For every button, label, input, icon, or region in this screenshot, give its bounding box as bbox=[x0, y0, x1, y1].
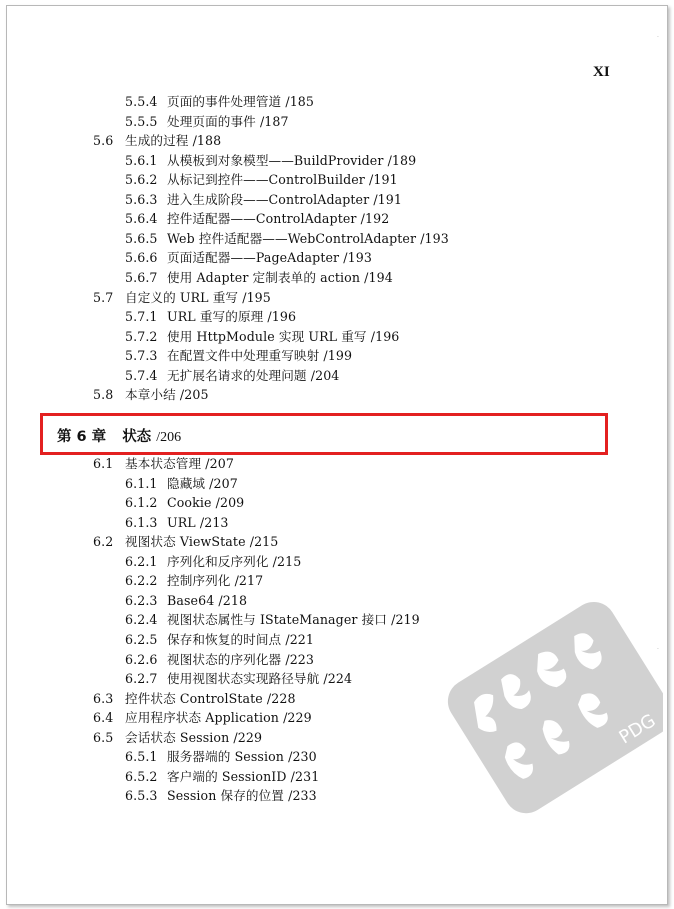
toc-entry-number: 5.6.6 bbox=[125, 250, 158, 266]
toc-entry-number: 5.5.4 bbox=[125, 94, 158, 109]
toc-entry-number: 6.1 bbox=[93, 456, 114, 471]
toc-entry-number: 5.7.3 bbox=[125, 348, 158, 364]
seal-watermark bbox=[443, 576, 663, 836]
toc-entry bbox=[125, 554, 301, 570]
toc-entry-text: 页面适配器——PageAdapter /193 bbox=[167, 250, 372, 266]
toc-entry-text: 控件适配器——ControlAdapter /192 bbox=[167, 211, 390, 227]
toc-entry-number: 5.7.4 bbox=[125, 367, 158, 383]
document-page bbox=[6, 5, 668, 905]
toc-entry-number: 5.5.5 bbox=[125, 113, 158, 129]
toc-entry-number: 6.5.3 bbox=[125, 788, 158, 804]
toc-entry-number: 5.7.1 bbox=[125, 309, 158, 325]
toc-entry-text: 基本状态管理 /207 bbox=[125, 456, 234, 471]
toc-entry bbox=[125, 495, 244, 511]
toc-entry-text: 控件状态 ControlState /228 bbox=[125, 690, 296, 706]
chapter-heading bbox=[57, 425, 181, 446]
toc-entry bbox=[125, 632, 314, 648]
toc-entry-number: 6.2.4 bbox=[125, 612, 158, 628]
corner-dot: · bbox=[657, 34, 659, 41]
toc-entry-number: 6.2.2 bbox=[125, 573, 158, 589]
toc-entry bbox=[125, 749, 317, 765]
toc-entry-text: 控制序列化 /217 bbox=[167, 573, 264, 589]
toc-entry-text: Base64 /218 bbox=[167, 592, 248, 608]
toc-entry-number: 6.4 bbox=[93, 710, 114, 726]
page-number: XI bbox=[593, 64, 610, 80]
toc-entry-text: 进入生成阶段——ControlAdapter /191 bbox=[167, 191, 403, 207]
chapter-label: 第 6 章 bbox=[57, 429, 107, 445]
toc-entry-text: 在配置文件中处理重写映射 /199 bbox=[167, 348, 353, 364]
toc-entry bbox=[93, 456, 234, 472]
toc-entry bbox=[125, 515, 229, 531]
toc-entry-number: 6.5.1 bbox=[125, 749, 158, 765]
toc-entry bbox=[125, 153, 416, 169]
toc-entry bbox=[125, 348, 352, 364]
toc-entry bbox=[125, 652, 314, 668]
toc-entry-text: URL 重写的原理 /196 bbox=[167, 309, 297, 325]
toc-entry-number: 5.6.4 bbox=[125, 211, 158, 227]
toc-entry-number: 6.2 bbox=[93, 534, 114, 550]
toc-entry-text: Cookie /209 bbox=[167, 495, 245, 511]
toc-entry-number: 6.1.3 bbox=[125, 514, 158, 530]
toc-entry-number: 6.1.2 bbox=[125, 495, 158, 511]
toc-entry-text: 生成的过程 /188 bbox=[125, 133, 222, 149]
toc-entry-text: 应用程序状态 Application /229 bbox=[125, 710, 312, 726]
toc-entry bbox=[125, 172, 398, 188]
toc-entry-number: 6.5 bbox=[93, 729, 114, 745]
toc-entry-text: 自定义的 URL 重写 /195 bbox=[125, 289, 271, 305]
toc-entry bbox=[93, 691, 296, 707]
toc-entry-text: 使用视图状态实现路径导航 /224 bbox=[167, 671, 353, 687]
toc-entry bbox=[93, 534, 278, 550]
toc-entry bbox=[125, 250, 372, 266]
toc-entry bbox=[125, 211, 389, 227]
toc-entry-text: 视图状态属性与 IStateManager 接口 /219 bbox=[167, 612, 420, 628]
toc-entry-number: 6.1.1 bbox=[125, 475, 158, 491]
toc-entry-text: 无扩展名请求的处理问题 /204 bbox=[167, 367, 340, 383]
toc-entry-number: 6.2.6 bbox=[125, 651, 158, 667]
toc-entry-number: 5.6 bbox=[93, 133, 114, 149]
toc-entry-text: 从标记到控件——ControlBuilder /191 bbox=[167, 172, 398, 188]
toc-entry-text: 序列化和反序列化 /215 bbox=[167, 553, 302, 569]
toc-entry bbox=[93, 133, 221, 149]
watermark-text: PDG bbox=[615, 710, 660, 749]
toc-entry bbox=[93, 710, 312, 726]
toc-entry-text: 页面的事件处理管道 /185 bbox=[167, 94, 315, 109]
chapter-title: 状态 bbox=[122, 429, 152, 445]
toc-entry bbox=[125, 309, 296, 325]
toc-entry bbox=[125, 231, 449, 247]
toc-entry-number: 6.2.3 bbox=[125, 592, 158, 608]
toc-entry bbox=[125, 769, 319, 785]
toc-entry-text: 视图状态 ViewState /215 bbox=[125, 534, 279, 550]
toc-entry-text: URL /213 bbox=[167, 514, 229, 530]
toc-entry bbox=[125, 612, 420, 628]
toc-entry-text: 保存和恢复的时间点 /221 bbox=[167, 631, 315, 647]
toc-entry-text: Session 保存的位置 /233 bbox=[167, 788, 317, 804]
toc-entry-number: 6.5.2 bbox=[125, 768, 158, 784]
toc-entry-text: 处理页面的事件 /187 bbox=[167, 113, 289, 129]
toc-entry-text: 客户端的 SessionID /231 bbox=[167, 768, 320, 784]
toc-entry-number: 5.6.2 bbox=[125, 172, 158, 188]
toc-entry-number: 5.6.1 bbox=[125, 152, 158, 168]
toc-entry-number: 6.2.7 bbox=[125, 671, 158, 687]
toc-entry-number: 5.8 bbox=[93, 387, 114, 403]
toc-entry bbox=[125, 329, 399, 345]
toc-entry bbox=[125, 368, 339, 384]
toc-entry-text: Web 控件适配器——WebControlAdapter /193 bbox=[167, 230, 449, 246]
toc-entry-text: 隐藏域 /207 bbox=[167, 475, 238, 491]
corner-dot: · bbox=[657, 646, 659, 653]
toc-entry bbox=[125, 788, 317, 804]
chapter-page: /206 bbox=[156, 430, 182, 445]
toc-entry-text: 服务器端的 Session /230 bbox=[167, 749, 317, 765]
toc-entry-text: 使用 Adapter 定制表单的 action /194 bbox=[167, 269, 393, 285]
toc-entry-number: 5.6.3 bbox=[125, 191, 158, 207]
toc-entry bbox=[125, 476, 238, 492]
toc-entry-number: 6.2.1 bbox=[125, 553, 158, 569]
toc-entry bbox=[93, 730, 262, 746]
toc-entry bbox=[125, 94, 314, 110]
toc-entry bbox=[125, 114, 289, 130]
toc-entry-number: 5.6.5 bbox=[125, 230, 158, 246]
toc-entry bbox=[125, 270, 393, 286]
toc-entry bbox=[125, 573, 263, 589]
toc-entry bbox=[125, 671, 352, 687]
toc-entry-number: 6.2.5 bbox=[125, 631, 158, 647]
toc-entry-text: 会话状态 Session /229 bbox=[125, 729, 263, 745]
toc-entry-text: 从模板到对象模型——BuildProvider /189 bbox=[167, 152, 417, 168]
toc-entry-text: 本章小结 /205 bbox=[125, 387, 209, 403]
toc-entry-text: 使用 HttpModule 实现 URL 重写 /196 bbox=[167, 328, 400, 344]
toc-entry-number: 6.3 bbox=[93, 690, 114, 706]
toc-entry-number: 5.7 bbox=[93, 289, 114, 305]
toc-entry-number: 5.6.7 bbox=[125, 269, 158, 285]
toc-entry bbox=[125, 192, 402, 208]
toc-entry-text: 视图状态的序列化器 /223 bbox=[167, 651, 315, 667]
toc-entry-number: 5.7.2 bbox=[125, 328, 158, 344]
toc-entry bbox=[93, 290, 271, 306]
toc-entry bbox=[93, 387, 209, 403]
toc-entry bbox=[125, 593, 247, 609]
